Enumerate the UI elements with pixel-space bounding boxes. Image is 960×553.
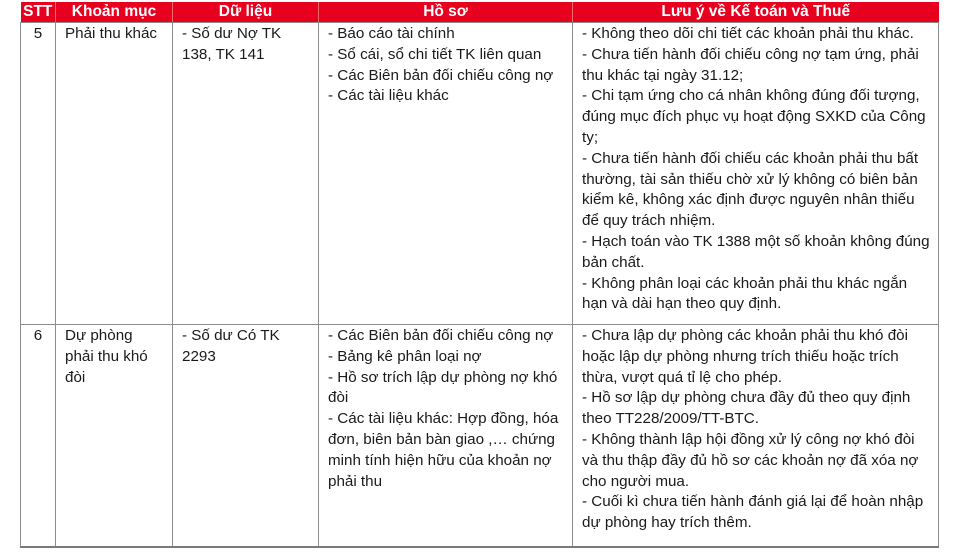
luu-y-item: - Chưa lập dự phòng các khoản phải thu khó đòi hoặc lập dự phòng nhưng trích thiếu hoặc trích thừa, vượt quá tỉ lệ cho phép. [582,327,908,386]
header-ho-so: Hồ sơ [319,2,573,23]
ho-so-item: - Các tài liệu khác: Hợp đồng, hóa đơn, biên bản bàn giao ,… chứng minh tính hiện hữu của khoản nợ phải thu [328,410,559,490]
luu-y-item: - Không phân loại các khoản phải thu khác ngắn hạn và dài hạn theo quy định. [582,274,908,313]
cell-khoan-muc: Dự phòng phải thu khó đòi [56,325,173,548]
cell-ho-so [319,23,573,325]
header-stt: STT [21,2,56,23]
ho-so-item: - Hồ sơ trích lập dự phòng nợ khó đòi [328,368,558,407]
header-row [21,2,939,23]
cell-khoan-muc: Phải thu khác [56,23,173,325]
luu-y-item: - Chưa tiến hành đối chiếu công nợ tạm ứng, phải thu khác tại ngày 31.12; [582,45,919,84]
luu-y-item: - Không theo dõi chi tiết các khoản phải thu khác. [582,25,914,42]
cell-du-lieu: - Số dư Nợ TK 138, TK 141 [173,23,319,325]
luu-y-item: - Cuối kì chưa tiến hành đánh giá lại để hoàn nhập dự phòng hay trích thêm. [582,493,924,532]
ho-so-item: - Các Biên bản đối chiếu công nợ [328,327,554,344]
ho-so-item: - Các tài liệu khác [328,87,449,105]
luu-y-item: - Không thành lập hội đồng xử lý công nợ khó đòi và thu thập đầy đủ hồ sơ các khoản nợ đã xóa nợ cho người mua. [582,430,919,490]
cell-luu-y [573,325,939,548]
luu-y-item: - Chi tạm ứng cho cá nhân không đúng đối tượng, đúng mục đích phục vụ hoạt động SXKD của Công ty; [582,87,926,146]
table-row [21,23,939,325]
luu-y-item: - Chưa tiến hành đối chiếu các khoản phải thu bất thường, tài sản thiếu chờ xử lý không có biên bản kiểm kê, không xác định được nguyên nhân thiếu để quy trách nhiệm. [582,149,919,230]
cell-stt: 6 [21,325,56,548]
ho-so-item: - Báo cáo tài chính [328,25,455,42]
audit-table [20,2,939,548]
ho-so-item: - Sổ cái, sổ chi tiết TK liên quan [328,45,542,63]
cell-ho-so [319,325,573,548]
header-du-lieu: Dữ liệu [173,2,319,23]
luu-y-item: - Hồ sơ lập dự phòng chưa đầy đủ theo quy định theo TT228/2009/TT-BTC. [582,389,911,428]
luu-y-item: - Hạch toán vào TK 1388 một số khoản không đúng bản chất. [582,232,930,271]
cell-stt: 5 [21,23,56,325]
cell-du-lieu: - Số dư Có TK 2293 [173,325,319,548]
ho-so-item: - Các Biên bản đối chiếu công nợ [328,66,554,84]
table-row [21,325,939,548]
header-luu-y: Lưu ý về Kế toán và Thuế [573,2,939,23]
header-khoan-muc: Khoản mục [56,2,173,23]
ho-so-item: - Bảng kê phân loại nợ [328,347,482,365]
cell-luu-y [573,23,939,325]
